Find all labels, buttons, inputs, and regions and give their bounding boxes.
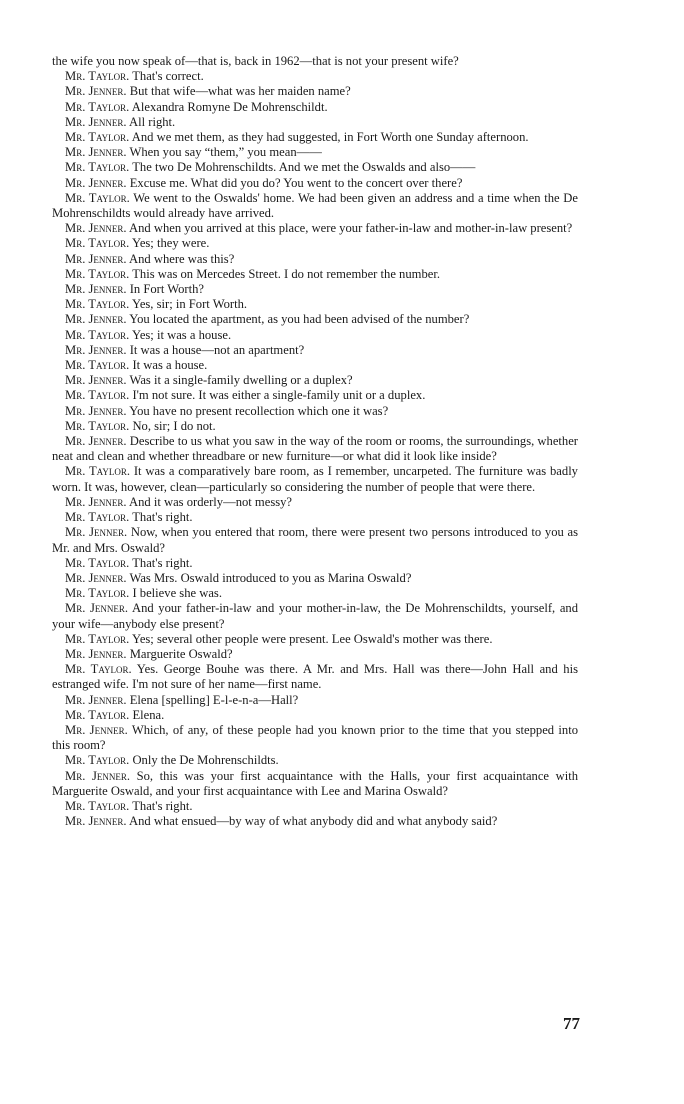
speaker-label: Mr. Jenner.: [65, 434, 127, 449]
speaker-label: Mr. Taylor.: [65, 160, 130, 175]
testimony-paragraph: [52, 328, 578, 343]
testimony-paragraph: [52, 115, 578, 130]
testimony-paragraph: [52, 662, 578, 692]
paragraph-text: And your father-in-law and your mother-in-law, the De Mohrenschildts, yourself, and your wife—anybody else present?: [52, 601, 579, 631]
testimony-paragraph: [52, 84, 578, 99]
testimony-paragraph: [52, 525, 578, 555]
speaker-label: Mr. Jenner.: [65, 342, 127, 357]
speaker-label: Mr. Taylor.: [65, 130, 130, 145]
testimony-paragraph: [52, 297, 578, 312]
testimony-paragraph: [52, 464, 578, 494]
testimony-paragraph: [52, 510, 578, 525]
testimony-paragraph: [52, 753, 578, 768]
testimony-paragraph: [52, 54, 578, 69]
testimony-paragraph: [52, 312, 578, 327]
speaker-label: Mr. Taylor.: [65, 464, 130, 479]
paragraph-text: Yes. George Bouhe was there. A Mr. and Mrs. Hall was there—John Hall and his estranged wife. I'm not sure of her name—first name.: [52, 662, 578, 692]
speaker-label: Mr. Taylor.: [65, 266, 130, 281]
paragraph-text: Excuse me. What did you do? You went to the concert over there?: [129, 175, 463, 190]
testimony-paragraph: [52, 69, 578, 84]
testimony-paragraph: [52, 814, 578, 829]
speaker-label: Mr. Taylor.: [65, 631, 130, 646]
paragraph-text: It was a house.: [132, 358, 208, 373]
speaker-label: Mr. Taylor.: [65, 69, 130, 84]
paragraph-text: The two De Mohrenschildts. And we met the Oswalds and also——: [132, 160, 476, 175]
testimony-paragraph: [52, 419, 578, 434]
paragraph-text: Which, of any, of these people had you known prior to the time that you stepped into this room?: [52, 722, 579, 753]
speaker-label: Mr. Taylor.: [65, 99, 130, 114]
speaker-label: Mr. Jenner.: [65, 114, 127, 129]
paragraph-text: I'm not sure. It was either a single-family unit or a duplex.: [132, 388, 426, 403]
speaker-label: Mr. Jenner.: [65, 403, 127, 418]
testimony-paragraph: [52, 556, 578, 571]
paragraph-text: Describe to us what you saw in the way of the room or rooms, the surroundings, whether neat and clean and whether threadbare or new furniture—or what did it look like inside?: [52, 434, 578, 464]
testimony-paragraph: [52, 632, 578, 647]
testimony-paragraph: [52, 586, 578, 601]
paragraph-text: Yes, sir; in Fort Worth.: [131, 297, 248, 312]
testimony-paragraph: [52, 693, 578, 708]
speaker-label: Mr. Jenner.: [65, 570, 127, 585]
testimony-paragraph: [52, 358, 578, 373]
testimony-paragraph: [52, 191, 578, 221]
paragraph-text: All right.: [129, 114, 176, 129]
paragraph-text: And we met them, as they had suggested, in Fort Worth one Sunday afternoon.: [131, 130, 529, 145]
speaker-label: Mr. Jenner.: [65, 282, 127, 297]
speaker-label: Mr. Taylor.: [65, 236, 130, 251]
speaker-label: Mr. Taylor.: [65, 707, 130, 722]
paragraph-text: Only the De Mohrenschildts.: [132, 753, 279, 768]
speaker-label: Mr. Jenner.: [65, 84, 127, 99]
paragraph-text: Yes; several other people were present. Lee Oswald's mother was there.: [131, 631, 493, 646]
speaker-label: Mr. Jenner.: [65, 312, 127, 327]
testimony-paragraph: [52, 404, 578, 419]
speaker-label: Mr. Jenner.: [65, 646, 127, 661]
speaker-label: Mr. Taylor.: [65, 327, 130, 342]
testimony-paragraph: [52, 343, 578, 358]
paragraph-text: You located the apartment, as you had been advised of the number?: [129, 312, 470, 327]
testimony-text: [52, 54, 578, 829]
speaker-label: Mr. Taylor.: [65, 510, 130, 525]
speaker-label: Mr. Jenner.: [65, 373, 127, 388]
paragraph-text: Yes; they were.: [131, 236, 210, 251]
paragraph-text: It was a house—not an apartment?: [129, 342, 305, 357]
speaker-label: Mr. Jenner.: [65, 251, 127, 266]
speaker-label: Mr. Jenner.: [65, 221, 127, 236]
testimony-paragraph: [52, 723, 578, 753]
paragraph-text: You have no present recollection which one it was?: [129, 403, 389, 418]
testimony-paragraph: [52, 373, 578, 388]
paragraph-text: Was Mrs. Oswald introduced to you as Marina Oswald?: [129, 570, 412, 585]
testimony-paragraph: [52, 388, 578, 403]
speaker-label: Mr. Jenner.: [65, 692, 127, 707]
testimony-paragraph: [52, 434, 578, 464]
speaker-label: Mr. Taylor.: [65, 418, 130, 433]
speaker-label: Mr. Taylor.: [65, 662, 132, 677]
paragraph-text: the wife you now speak of—that is, back in 1962—that is not your present wife?: [52, 54, 459, 68]
testimony-paragraph: [52, 130, 578, 145]
testimony-paragraph: [52, 252, 578, 267]
testimony-paragraph: [52, 176, 578, 191]
paragraph-text: No, sir; I do not.: [132, 418, 216, 433]
page-number: 77: [563, 1014, 580, 1033]
testimony-paragraph: [52, 495, 578, 510]
speaker-label: Mr. Taylor.: [65, 753, 130, 768]
paragraph-text: Was it a single-family dwelling or a duplex?: [129, 373, 353, 388]
speaker-label: Mr. Taylor.: [65, 586, 130, 601]
paragraph-text: Elena [spelling] E-l-e-n-a—Hall?: [129, 692, 299, 707]
speaker-label: Mr. Jenner.: [65, 601, 129, 616]
speaker-label: Mr. Jenner.: [65, 145, 127, 160]
paragraph-text: And what ensued—by way of what anybody did and what anybody said?: [129, 814, 498, 829]
speaker-label: Mr. Taylor.: [65, 297, 130, 312]
testimony-paragraph: [52, 236, 578, 251]
speaker-label: Mr. Taylor.: [65, 358, 130, 373]
paragraph-text: And where was this?: [129, 251, 235, 266]
paragraph-text: That's right.: [132, 798, 193, 813]
paragraph-text: Yes; it was a house.: [131, 327, 232, 342]
speaker-label: Mr. Taylor.: [65, 190, 130, 205]
paragraph-text: Now, when you entered that room, there were present two persons introduced to you as Mr. and Mrs. Oswald?: [52, 525, 579, 555]
paragraph-text: This was on Mercedes Street. I do not remember the number.: [132, 266, 440, 281]
paragraph-text: That's right.: [132, 510, 193, 525]
paragraph-text: That's correct.: [132, 69, 204, 84]
testimony-paragraph: [52, 267, 578, 282]
testimony-paragraph: [52, 799, 578, 814]
testimony-paragraph: [52, 100, 578, 115]
testimony-paragraph: [52, 601, 578, 631]
paragraph-text: It was a comparatively bare room, as I remember, uncarpeted. The furniture was badly worn. It was, however, clean—particularly so considering the number of people that were there.: [52, 464, 578, 494]
testimony-paragraph: [52, 769, 578, 799]
paragraph-text: But that wife—what was her maiden name?: [129, 84, 351, 99]
speaker-label: Mr. Jenner.: [65, 175, 127, 190]
paragraph-text: In Fort Worth?: [129, 282, 205, 297]
paragraph-text: I believe she was.: [132, 586, 222, 601]
paragraph-text: And when you arrived at this place, were your father-in-law and mother-in-law present?: [129, 221, 573, 236]
testimony-paragraph: [52, 647, 578, 662]
paragraph-text: Marguerite Oswald?: [129, 646, 233, 661]
paragraph-text: Elena.: [132, 707, 165, 722]
testimony-paragraph: [52, 571, 578, 586]
testimony-paragraph: [52, 708, 578, 723]
testimony-paragraph: [52, 221, 578, 236]
speaker-label: Mr. Jenner.: [65, 768, 130, 783]
paragraph-text: So, this was your first acquaintance with the Halls, your first acquaintance with Marguerite Oswald, and your first acquaintance with Lee and Marina Oswald?: [52, 768, 578, 798]
speaker-label: Mr. Jenner.: [65, 525, 128, 540]
speaker-label: Mr. Jenner.: [65, 814, 127, 829]
speaker-label: Mr. Taylor.: [65, 555, 130, 570]
speaker-label: Mr. Jenner.: [65, 494, 127, 509]
testimony-paragraph: [52, 282, 578, 297]
speaker-label: Mr. Jenner.: [65, 722, 128, 737]
paragraph-text: Alexandra Romyne De Mohrenschildt.: [131, 99, 328, 114]
paragraph-text: We went to the Oswalds' home. We had been given an address and a time when the De Mohrenschildts would already have arrived.: [52, 190, 578, 221]
speaker-label: Mr. Taylor.: [65, 798, 130, 813]
paragraph-text: That's right.: [132, 555, 193, 570]
speaker-label: Mr. Taylor.: [65, 388, 130, 403]
testimony-paragraph: [52, 145, 578, 160]
testimony-paragraph: [52, 160, 578, 175]
paragraph-text: When you say “them,” you mean——: [129, 145, 322, 160]
paragraph-text: And it was orderly—not messy?: [129, 494, 293, 509]
